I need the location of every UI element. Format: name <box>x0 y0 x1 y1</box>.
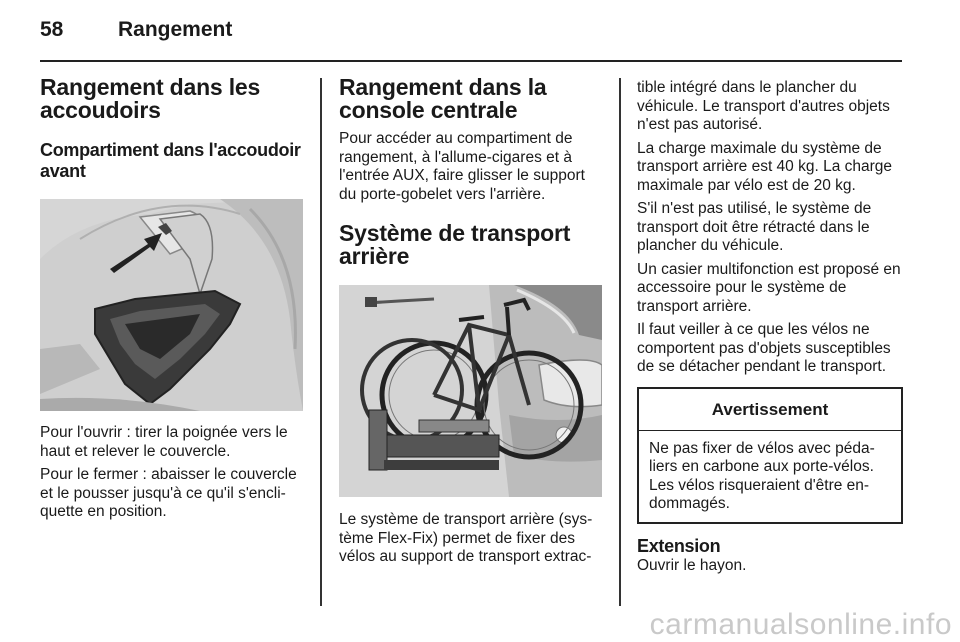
paragraph-integrated: tible intégré dans le plancher du véhicule. Le transport d'autres objets n'est pas autorisé. <box>637 79 890 133</box>
paragraph-loose-objects: Il faut veiller à ce que les vélos ne comportent pas d'objets susceptibles de se détacher pendant le transport. <box>637 321 891 375</box>
watermark: carmanualsonline.info <box>649 608 952 641</box>
paragraph-max-load: La charge maximale du système de transport arrière est 40 kg. La charge maximale par vélo est de 20 kg. <box>637 139 893 194</box>
paragraph-open-tailgate: Ouvrir le hayon. <box>637 556 747 574</box>
section-heading-rear-carrier: Système de transport arrière <box>339 220 571 269</box>
page-number: 58 <box>40 18 64 41</box>
paragraph-retract: S'il n'est pas utilisé, le système de transport doit être rétracté dans le plancher du véhicule. <box>637 200 872 254</box>
paragraph-open: Pour l'ouvrir : tirer la poignée vers le haut et relever le couvercle. <box>40 424 288 460</box>
column-1 <box>40 76 306 527</box>
section-heading-console: Rangement dans la console centrale <box>339 74 547 123</box>
paragraph-console: Pour accéder au compartiment de rangement, à l'allume-cigares et à l'entrée AUX, faire glisser le support du porte-gobelet vers l'arrière. <box>339 130 585 203</box>
subheading-front-armrest: Compartiment dans l'accoudoir avant <box>40 140 301 181</box>
header-divider <box>40 60 902 62</box>
subheading-extension: Extension <box>637 535 721 556</box>
warning-title: Avertissement <box>639 389 901 431</box>
column-divider-2 <box>619 78 621 606</box>
section-heading-armrests: Rangement dans les accoudoirs <box>40 74 261 123</box>
warning-text: Ne pas fixer de vélos avec péda-liers en carbone aux porte-vélos. Les vélos risqueraient d'être en-dommagés. <box>649 439 875 512</box>
rear-carrier-illustration <box>339 285 602 497</box>
paragraph-accessory: Un casier multifonction est proposé en accessoire pour le système de transport arrière. <box>637 260 901 315</box>
column-2 <box>339 76 603 572</box>
column-3 <box>637 79 903 580</box>
chapter-title: Rangement <box>118 18 233 41</box>
warning-box <box>637 387 903 524</box>
paragraph-flexfix: Le système de transport arrière (sys-tème Flex-Fix) permet de fixer des vélos au support de transport extrac- <box>339 511 593 565</box>
column-divider-1 <box>320 78 322 606</box>
paragraph-close: Pour le fermer : abaisser le couvercle et le pousser jusqu'à ce qu'il s'encli-quette en position. <box>40 466 297 520</box>
armrest-illustration <box>40 199 303 411</box>
